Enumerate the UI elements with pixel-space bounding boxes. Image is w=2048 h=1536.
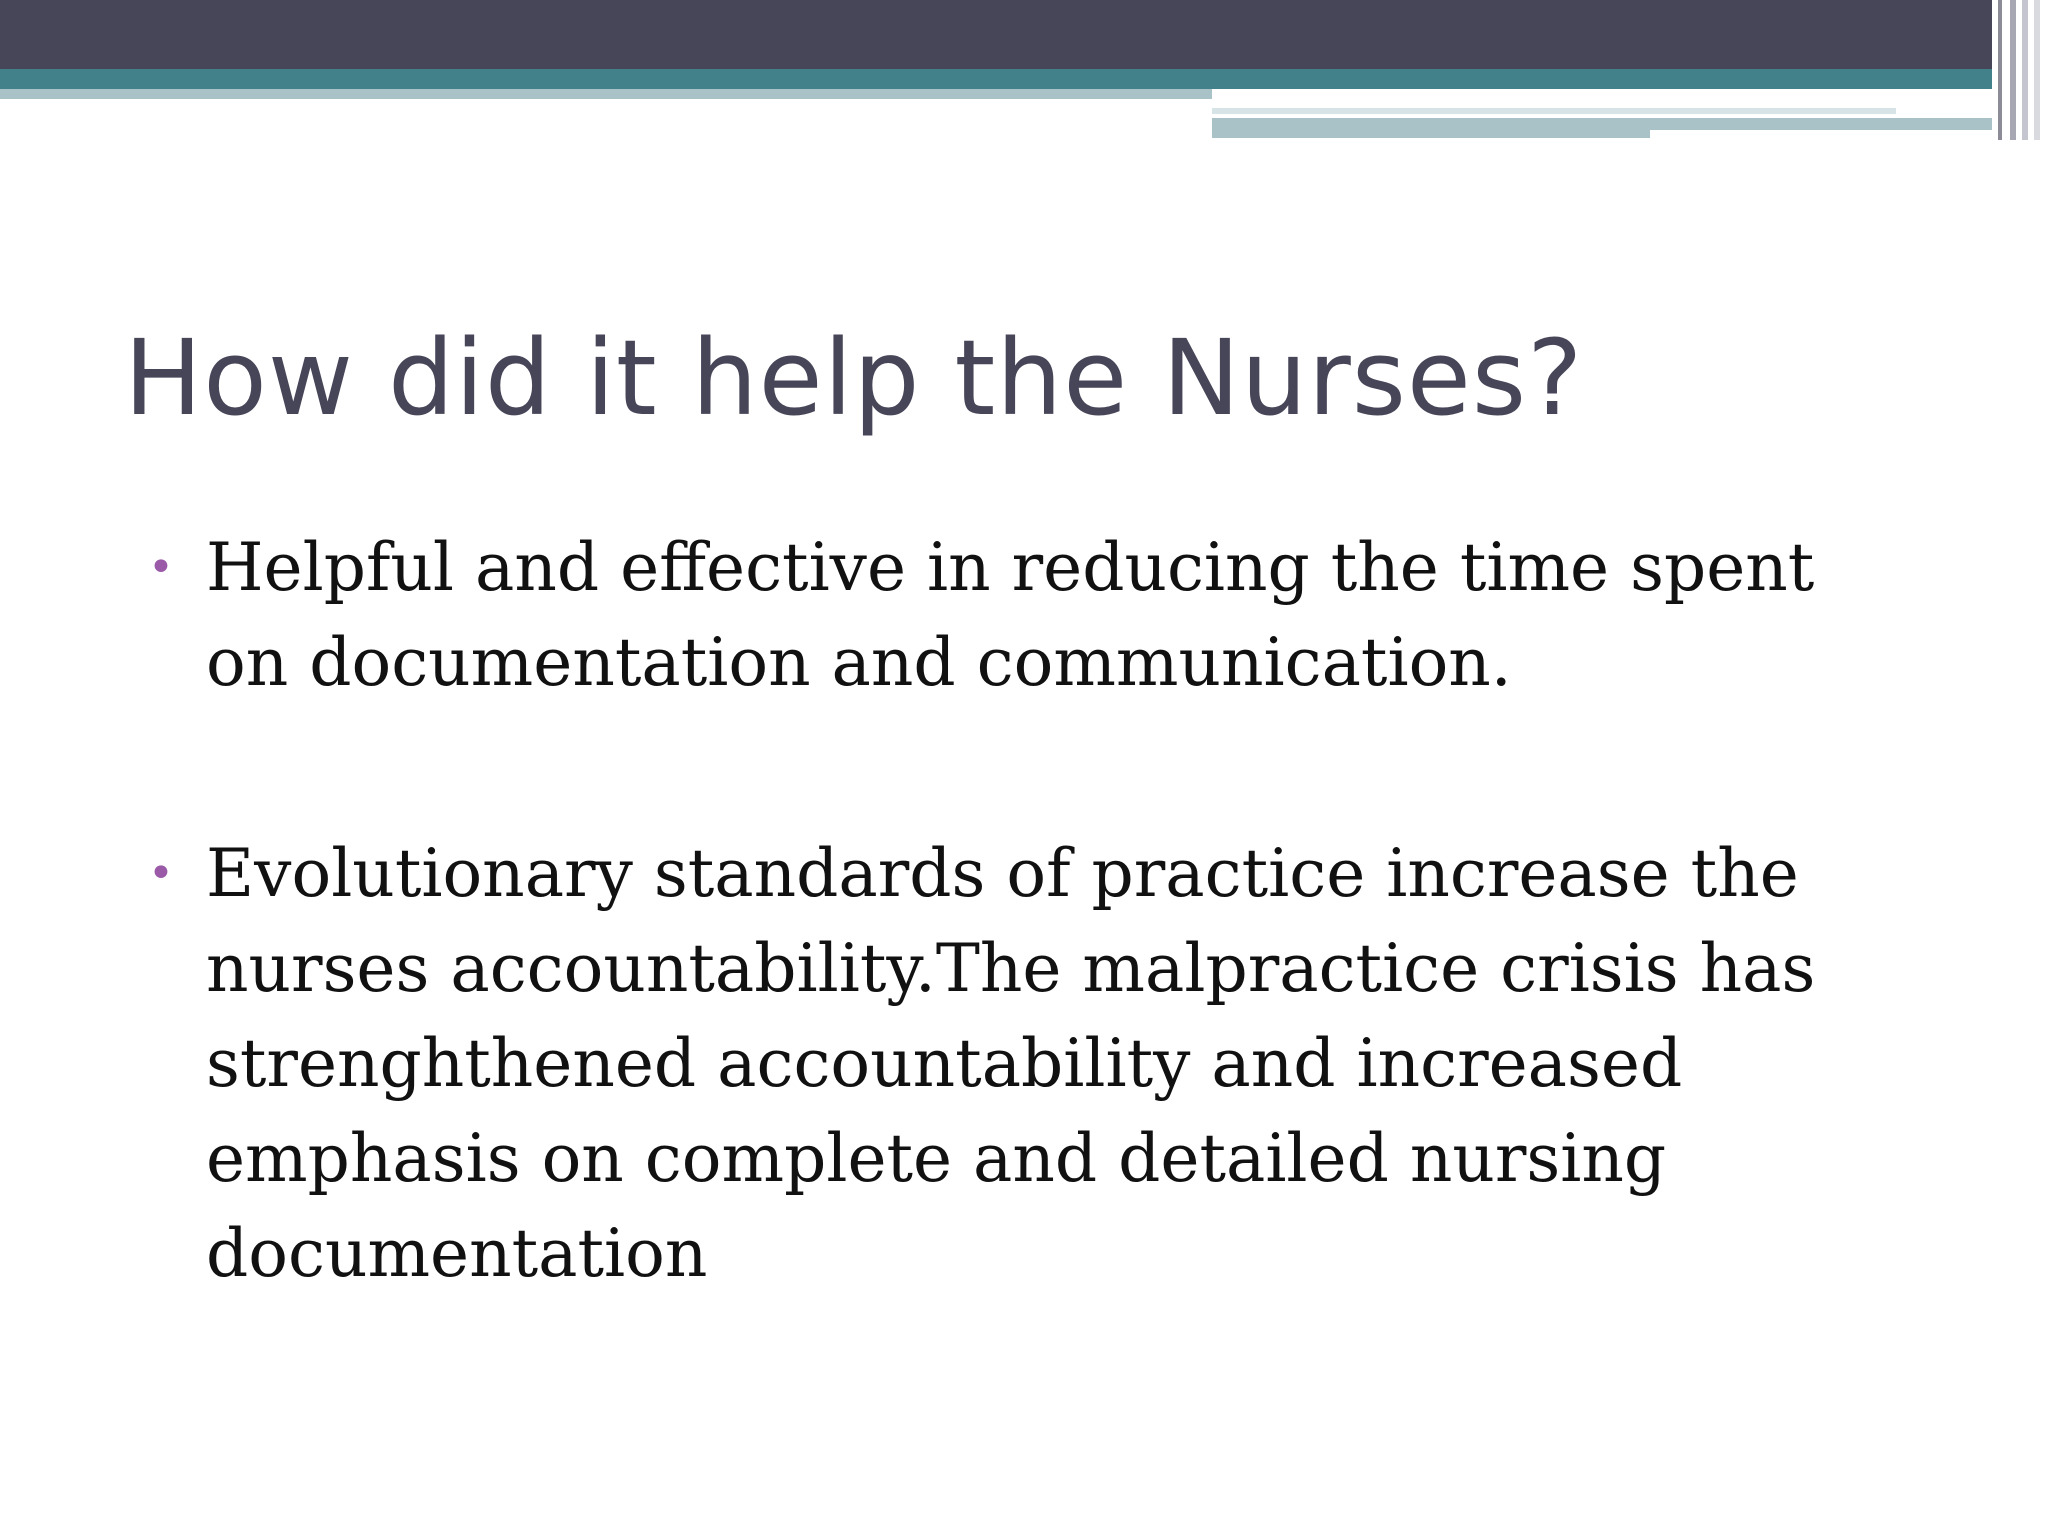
header-teal-bar — [0, 69, 2048, 89]
bullet-text: Helpful and effective in reducing the time spent on documentation and communication. — [206, 529, 1815, 701]
bullet-item — [148, 826, 1908, 1301]
bullet-list — [148, 520, 1908, 1301]
header-vertical-stripes — [1992, 0, 2048, 140]
header-thin-line-right — [1212, 108, 1896, 114]
header-dark-bar — [0, 0, 2048, 69]
bullet-item — [148, 520, 1908, 710]
bullet-text: Evolutionary standards of practice increase the nurses accountability.The malpractice crisis has strenghthened accountability and increased emphasis on complete and detailed nursing documentation — [206, 835, 1816, 1292]
header-accent-gap — [1650, 130, 2010, 138]
header-light-bar-left — [0, 89, 1212, 99]
bullet-marker: • — [148, 542, 174, 593]
slide-title: How did it help the Nurses? — [124, 317, 1584, 439]
bullet-marker: • — [148, 848, 174, 899]
